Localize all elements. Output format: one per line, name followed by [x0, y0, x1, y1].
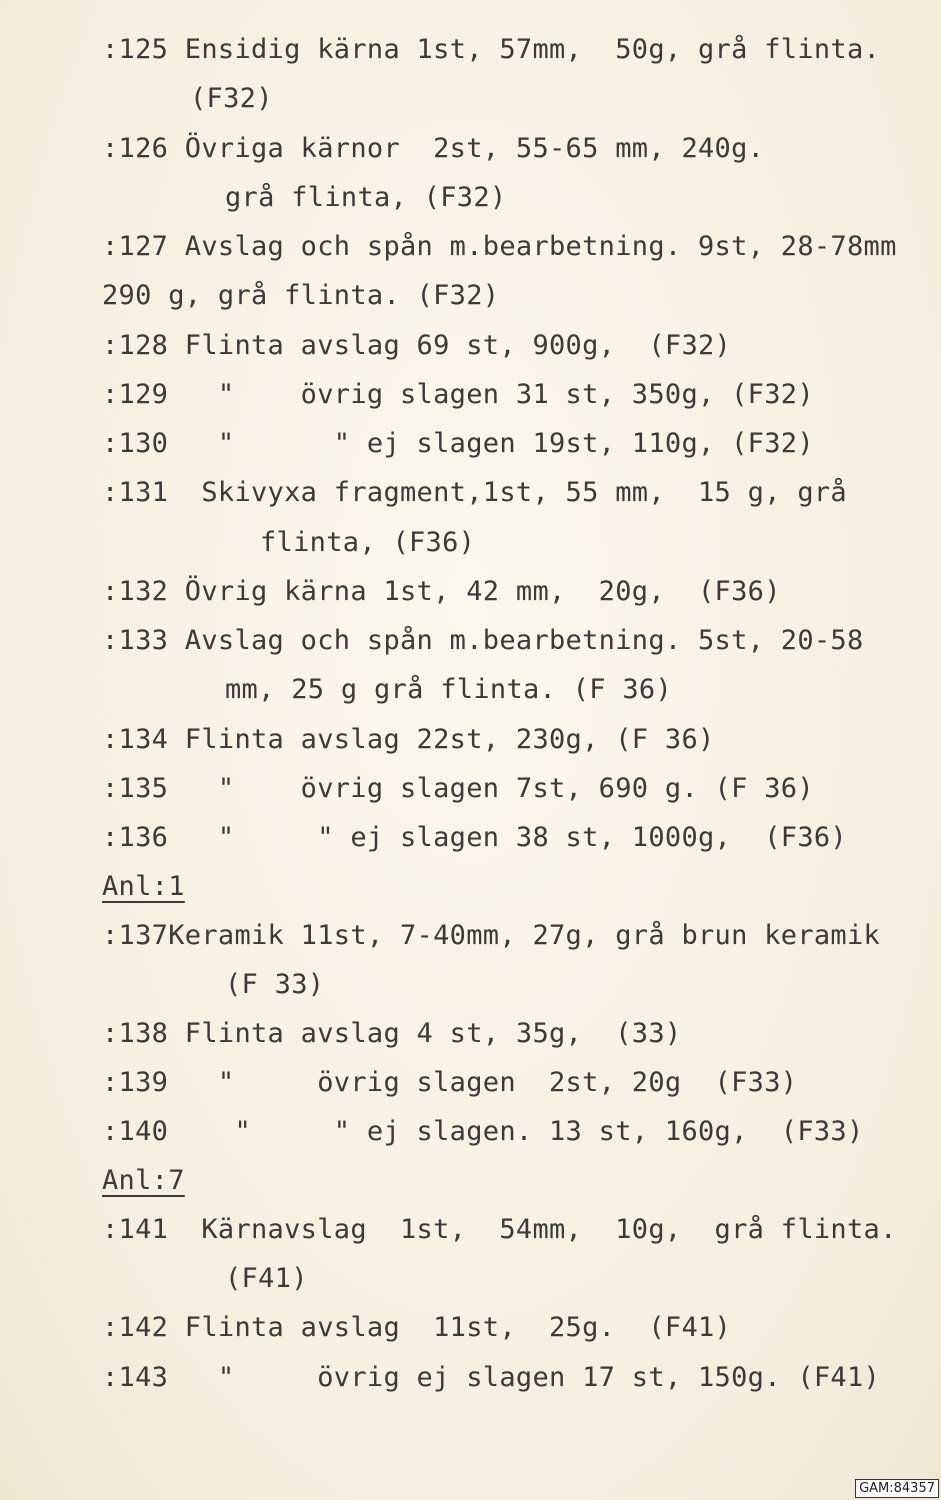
- entry-129: :129 " övrig slagen 31 st, 350g, (F32): [102, 379, 814, 410]
- section-anl-1: Anl:1: [102, 871, 185, 902]
- section-anl-7: Anl:7: [102, 1165, 185, 1196]
- entry-134: :134 Flinta avslag 22st, 230g, (F 36): [102, 724, 715, 755]
- entry-136: :136 " " ej slagen 38 st, 1000g, (F36): [102, 822, 847, 853]
- entry-135: :135 " övrig slagen 7st, 690 g. (F 36): [102, 773, 814, 804]
- entry-125-cont: (F32): [190, 83, 273, 114]
- entry-128: :128 Flinta avslag 69 st, 900g, (F32): [102, 330, 732, 361]
- entry-131-cont: flinta, (F36): [260, 527, 476, 558]
- entry-142: :142 Flinta avslag 11st, 25g. (F41): [102, 1312, 732, 1343]
- entry-133-cont: mm, 25 g grå flinta. (F 36): [225, 674, 672, 705]
- entry-133: :133 Avslag och spån m.bearbetning. 5st, 20-58: [102, 625, 864, 656]
- archive-id-stamp: GAM:84357: [855, 1479, 939, 1498]
- entry-140: :140 " " ej slagen. 13 st, 160g, (F33): [102, 1116, 864, 1147]
- entry-127-cont: 290 g, grå flinta. (F32): [102, 280, 500, 311]
- entry-141-cont: (F41): [225, 1263, 308, 1294]
- entry-138: :138 Flinta avslag 4 st, 35g, (33): [102, 1018, 682, 1049]
- entry-131: :131 Skivyxa fragment,1st, 55 mm, 15 g, grå: [102, 477, 847, 508]
- entry-141: :141 Kärnavslag 1st, 54mm, 10g, grå flinta.: [102, 1214, 897, 1245]
- entry-126-cont: grå flinta, (F32): [225, 182, 507, 213]
- entry-137-cont: (F 33): [225, 969, 325, 1000]
- entry-139: :139 " övrig slagen 2st, 20g (F33): [102, 1067, 798, 1098]
- entry-125: :125 Ensidig kärna 1st, 57mm, 50g, grå flinta.: [102, 34, 881, 65]
- entry-127: :127 Avslag och spån m.bearbetning. 9st, 28-78mm: [102, 231, 897, 262]
- entry-137: :137Keramik 11st, 7-40mm, 27g, grå brun keramik: [102, 920, 881, 951]
- entry-126: :126 Övriga kärnor 2st, 55-65 mm, 240g.: [102, 133, 765, 164]
- entry-143: :143 " övrig ej slagen 17 st, 150g. (F41): [102, 1362, 881, 1393]
- entry-132: :132 Övrig kärna 1st, 42 mm, 20g, (F36): [102, 576, 781, 607]
- entry-130: :130 " " ej slagen 19st, 110g, (F32): [102, 428, 814, 459]
